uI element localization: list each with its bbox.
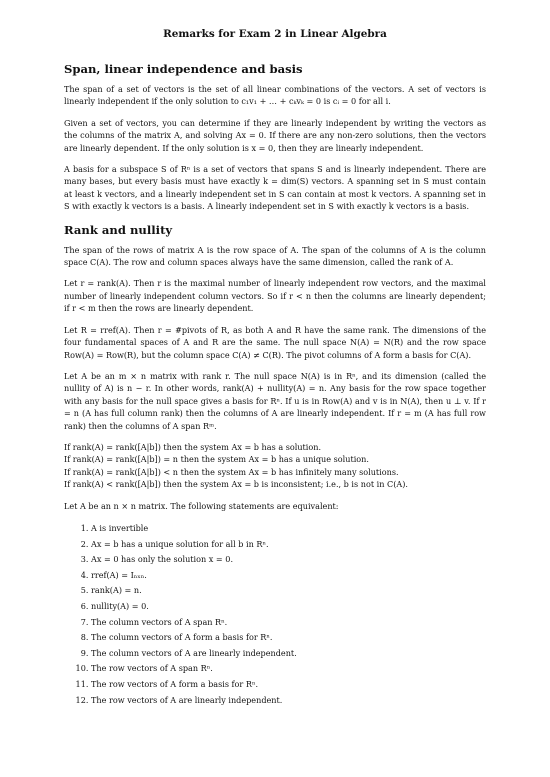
paragraph: Let r = rank(A). Then r is the maximal number of linearly independent row vectors, and the maximal number of linearly independent column vectors. So if r < n then the columns are linearly dependent; if r < m then the rows are linearly dependent. — [64, 278, 486, 314]
list-item: 2. Ax = b has a unique solution for all b in Rⁿ. — [91, 537, 486, 553]
condition-line: If rank(A) = rank([A|b]) < n then the system Ax = b has infinitely many solutions. — [64, 466, 399, 477]
list-item: 7. The column vectors of A span Rⁿ. — [91, 615, 486, 631]
paragraph: The span of a set of vectors is the set of all linear combinations of the vectors. A set of vectors is linearly independent if the only solution to c₁v₁ + … + cₖvₖ = 0 is cᵢ = 0 for all i. — [64, 84, 486, 107]
paragraph: The span of the rows of matrix A is the row space of A. The span of the columns of A is the column space C(A). The row and column spaces always have the same dimension, called the rank of A. — [64, 244, 486, 268]
list-item: 3. Ax = 0 has only the solution x = 0. — [91, 552, 486, 568]
condition-line: If rank(A) < rank([A|b]) then the system Ax = b is inconsistent; i.e., b is not in C(A). — [64, 479, 408, 490]
paragraph: Let R = rref(A). Then r = #pivots of R, as both A and R have the same rank. The dimensions of the four fundamental spaces of A and R are the same. The null space N(A) = N(R) and the row space Row(A) = Row(R), but the column space C(A) ≠ C(R). The pivot columns of A form a basis for C(A). — [64, 324, 486, 360]
equivalence-list — [64, 521, 486, 708]
list-item: 1. A is invertible — [91, 521, 486, 537]
section-heading: Span, linear independence and basis — [64, 62, 303, 76]
list-item: 12. The row vectors of A are linearly independent. — [91, 693, 486, 709]
paragraph: A basis for a subspace S of Rⁿ is a set of vectors that spans S and is linearly independent. There are many bases, but every basis must have exactly k = dim(S) vectors. A spanning set in S must contain at least k vectors, and a linearly independent set in S can contain at most k vectors. A spanning set in S with exactly k vectors is a basis. A linearly independent set in S with exactly k vectors is a basis. — [64, 164, 486, 212]
list-item: 8. The column vectors of A form a basis for Rⁿ. — [91, 630, 486, 646]
section-heading: Rank and nullity — [64, 222, 173, 237]
list-item: 11. The row vectors of A form a basis for Rⁿ. — [91, 677, 486, 693]
list-item: 10. The row vectors of A span Rⁿ. — [91, 661, 486, 677]
list-item: 5. rank(A) = n. — [91, 583, 486, 599]
paragraph: Let A be an n × n matrix. The following statements are equivalent: — [64, 500, 339, 511]
condition-line: If rank(A) = rank([A|b]) then the system Ax = b has a solution. — [64, 441, 322, 452]
condition-line: If rank(A) = rank([A|b]) = n then the system Ax = b has a unique solution. — [64, 454, 369, 465]
rank-conditions — [64, 441, 486, 491]
list-item: 6. nullity(A) = 0. — [91, 599, 486, 615]
list-item: 9. The column vectors of A are linearly independent. — [91, 646, 486, 662]
page-title: Remarks for Exam 2 in Linear Algebra — [163, 28, 387, 40]
list-item: 4. rref(A) = Iₙₓₙ. — [91, 568, 486, 584]
paragraph: Let A be an m × n matrix with rank r. The null space N(A) is in Rⁿ, and its dimension (called the nullity of A) is n − r. In other words, rank(A) + nullity(A) = n. Any basis for the row space together with any basis for the null space gives a basis for Rⁿ. If u is in Row(A) and v is in N(A), then u ⊥ v. If r = n (A has full column rank) then the columns of A are linearly independent. If r = m (A has full row rank) then the columns of A span Rᵐ. — [64, 370, 486, 431]
paragraph: Given a set of vectors, you can determine if they are linearly independent by writing the vectors as the columns of the matrix A, and solving Ax = 0. If there are any non-zero solutions, then the vectors are linearly dependent. If the only solution is x = 0, then they are linearly independent. — [64, 117, 486, 153]
